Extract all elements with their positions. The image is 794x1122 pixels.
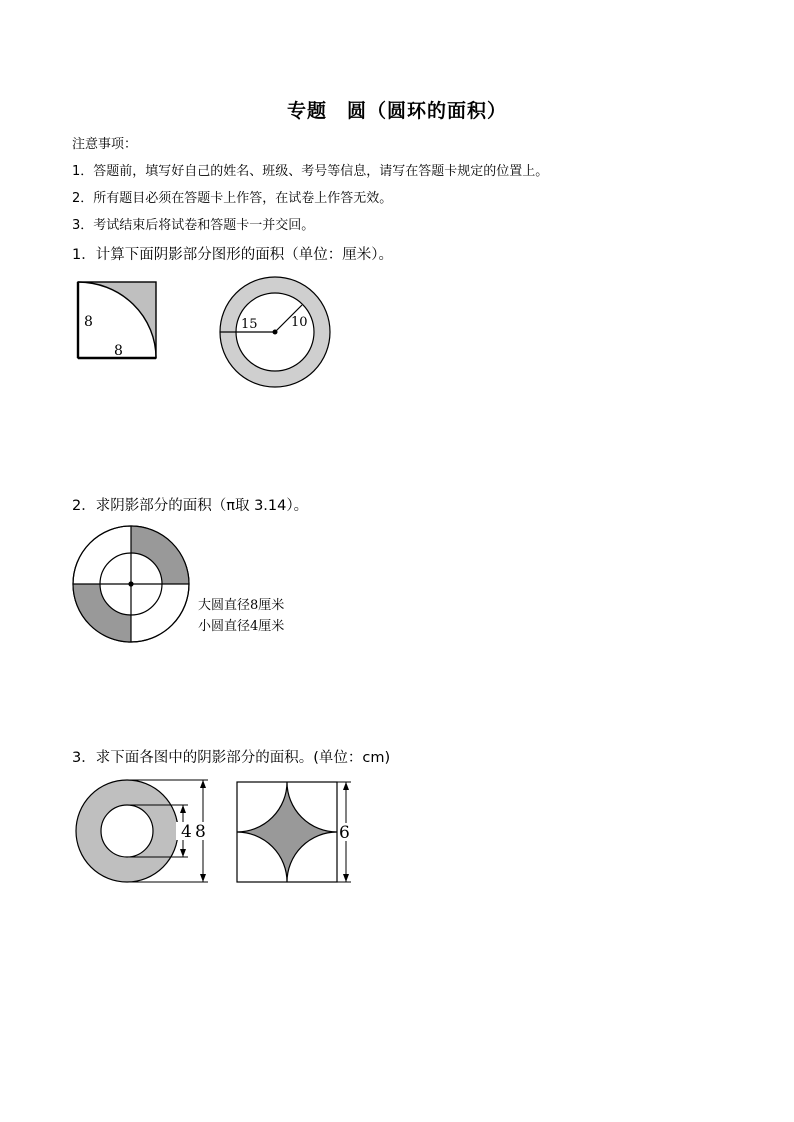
ring-outer-diameter-label: 8 <box>195 822 206 842</box>
star-side-label: 6 <box>339 823 350 843</box>
question-2-figure <box>70 524 192 646</box>
square-side-label: 8 <box>84 314 93 330</box>
question-3-star-figure <box>234 778 359 888</box>
question-3-text: 3．求下面各图中的阴影部分的面积。(单位：cm) <box>72 750 391 766</box>
ring-inner-label: 10 <box>291 315 308 330</box>
note-item-1: 1．答题前，填写好自己的姓名、班级、考号等信息，请写在答题卡规定的位置上。 <box>72 164 549 179</box>
question-2-text: 2．求阴影部分的面积（π取 3.14）。 <box>72 498 309 514</box>
square-bottom-label: 8 <box>114 343 123 359</box>
notes-heading: 注意事项： <box>72 137 138 152</box>
page-title: 专题 圆（圆环的面积） <box>286 100 507 122</box>
question-1-ring-figure <box>215 276 337 390</box>
caption-small-circle: 小圆直径4厘米 <box>198 619 285 634</box>
question-3-ring-figure <box>70 778 215 888</box>
note-item-2: 2．所有题目必须在答题卡上作答，在试卷上作答无效。 <box>72 191 393 206</box>
ring-inner-diameter-label: 4 <box>181 822 192 842</box>
note-item-3: 3．考试结束后将试卷和答题卡一并交回。 <box>72 218 315 233</box>
caption-big-circle: 大圆直径8厘米 <box>198 598 285 613</box>
question-1-text: 1．计算下面阴影部分图形的面积（单位：厘米）。 <box>72 247 393 263</box>
ring-outer-label: 15 <box>241 317 258 332</box>
inner-circle <box>101 805 153 857</box>
question-1-square-figure <box>70 276 170 366</box>
